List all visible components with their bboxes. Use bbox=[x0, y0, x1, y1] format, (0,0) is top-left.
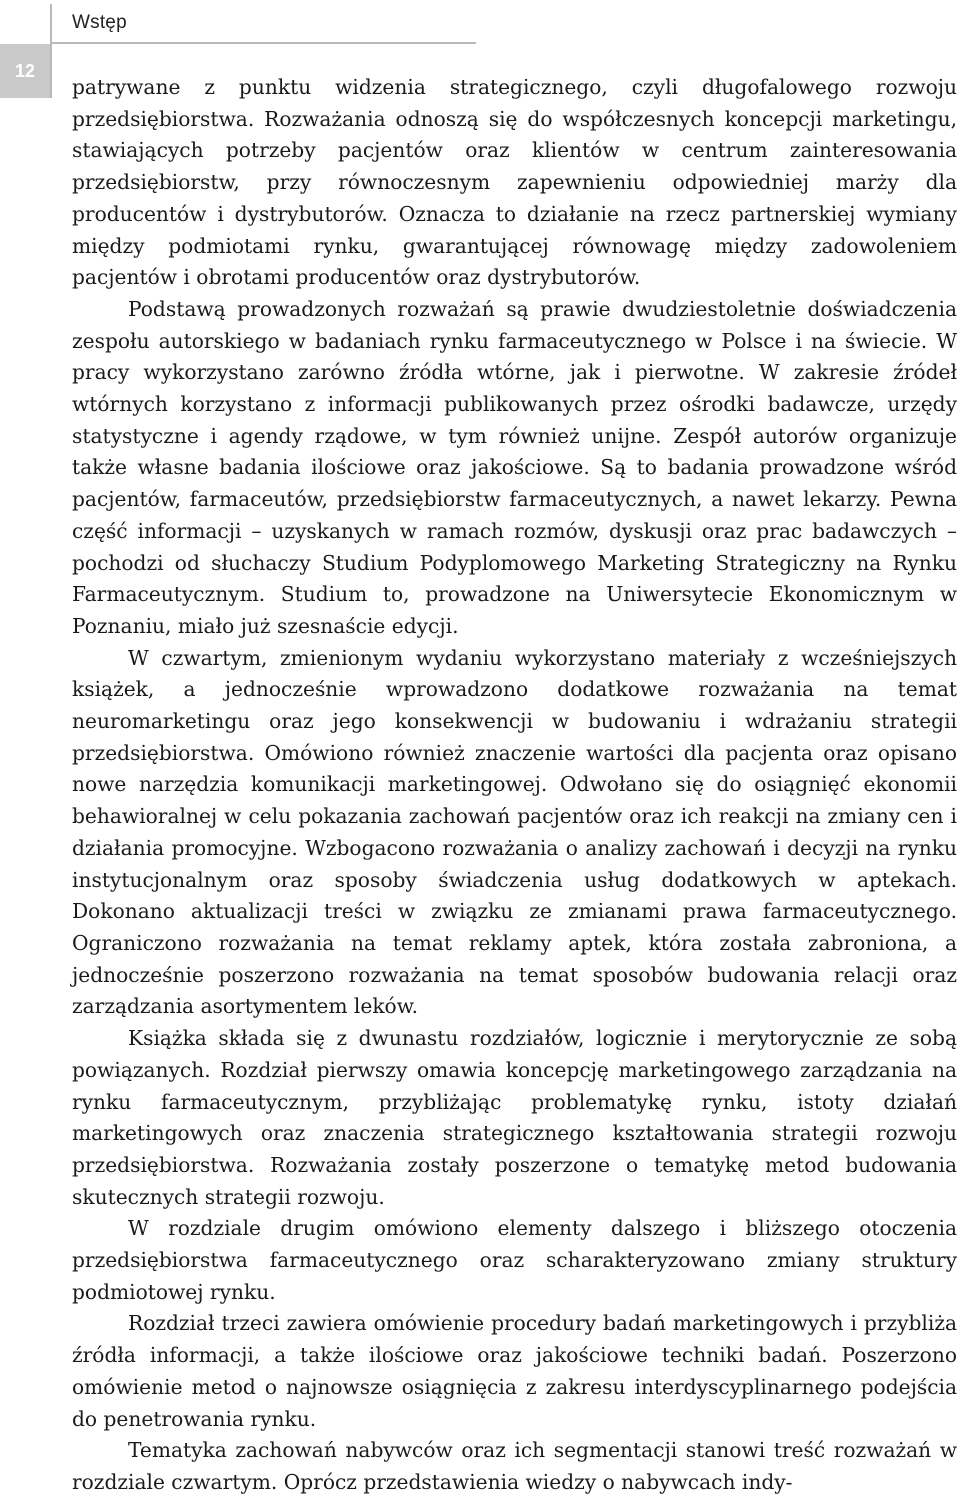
paragraph-chapter-four: Tematyka zachowań nabywców oraz ich segmentacji stanowi treść rozważań w rozdziale czwartym. Oprócz przedstawienia wiedzy o nabywcach indy- bbox=[72, 1438, 957, 1494]
paragraph-fourth-edition: W czwartym, zmienionym wydaniu wykorzystano materiały z wcześniejszych książek, a jednocześnie wprowadzono dodatkowe rozważania na temat neuromarketingu oraz jego konsekwencji w budowaniu i wdrażaniu strategii przedsiębiorstwa. Omówiono również znaczenie wartości dla pacjenta oraz opisano nowe narzędzia komunikacji marketingowej. Odwołano się do osiągnięć ekonomii behawioralnej w celu pokazania zachowań pacjentów oraz ich reakcji na zmiany cen i działania promocyjne. Wzbogacono rozważania o analizy zachowań i decyzji na rynku instytucjonalnym oraz sposoby świadczenia usług dodatkowych w aptekach. Dokonano aktualizacji treści w związku ze zmianami prawa farmaceutycznego. Ograniczono rozważania na temat reklamy aptek, która została zabroniona, a jednocześnie poszerzono rozważania na temat sposobów budowania relacji oraz zarządzania asortymentem leków. bbox=[72, 645, 957, 1019]
header-vertical-rule bbox=[50, 4, 52, 98]
paragraph-chapter-three: Rozdział trzeci zawiera omówienie procedury badań marketingowych i przybliża źródła informacji, a także ilościowe oraz jakościowe techniki badań. Poszerzono omówienie metod o najnowsze osiągnięcia z zakresu interdyscyplinarnego podejścia do penetrowania rynku. bbox=[72, 1311, 957, 1431]
paragraph-chapter-two: W rozdziale drugim omówiono elementy dalszego i bliższego otoczenia przedsiębiorstwa farmaceutycznego oraz scharakteryzowano zmiany struktury podmiotowej rynku. bbox=[72, 1216, 957, 1304]
running-title: Wstęp bbox=[72, 12, 127, 33]
paragraph-research-basis: Podstawą prowadzonych rozważań są prawie dwudziestoletnie doświadczenia zespołu autorskiego w badaniach rynku farmaceutycznego w Polsce i na świecie. W pracy wykorzystano zarówno źródła wtórne, jak i pierwotne. W zakresie źródeł wtórnych korzystano z informacji publikowanych przez ośrodki badawcze, urzędy statystyczne i agendy rządowe, w tym również unijne. Zespół autorów organizuje także własne badania ilościowe oraz jakościowe. Są to badania prowadzone wśród pacjentów, farmaceutów, przedsiębiorstw farmaceutycznych, a nawet lekarzy. Pewna część informacji – uzyskanych w ramach rozmów, dyskusji oraz prac badawczych – pochodzi od słuchaczy Studium Podyplomowego Marketing Strategiczny na Rynku Farmaceutycznym. Studium to, prowadzone na Uniwersytecie Ekonomicznym w Poznaniu, miało już szesnaście edycji. bbox=[72, 296, 957, 638]
body-text bbox=[72, 72, 957, 1499]
paragraph-continuation: patrywane z punktu widzenia strategicznego, czyli długofalowego rozwoju przedsiębiorstwa. Rozważania odnoszą się do współczesnych koncepcji marketingu, stawiających potrzeby pacjentów oraz klientów w centrum zainteresowania przedsiębiorstw, przy równoczesnym zapewnieniu odpowiedniej marży dla producentów i dystrybutorów. Oznacza to działanie na rzecz partnerskiej wymiany między podmiotami rynku, gwarantującej równowagę między zadowoleniem pacjentów i obrotami producentów oraz dystrybutorów. bbox=[72, 75, 957, 290]
page-number-tab bbox=[0, 44, 50, 98]
header-horizontal-rule bbox=[50, 42, 476, 44]
page-number: 12 bbox=[14, 60, 36, 81]
paragraph-chapter-one: Książka składa się z dwunastu rozdziałów, logicznie i merytorycznie ze sobą powiązanych. Rozdział pierwszy omawia koncepcję marketingowego zarządzania na rynku farmaceutycznym, przybliżając problematykę rynku, istoty działań marketingowych oraz znaczenia strategicznego kształtowania strategii rozwoju przedsiębiorstwa. Rozważania zostały poszerzone o tematykę metod budowania skutecznych strategii rozwoju. bbox=[72, 1026, 957, 1209]
